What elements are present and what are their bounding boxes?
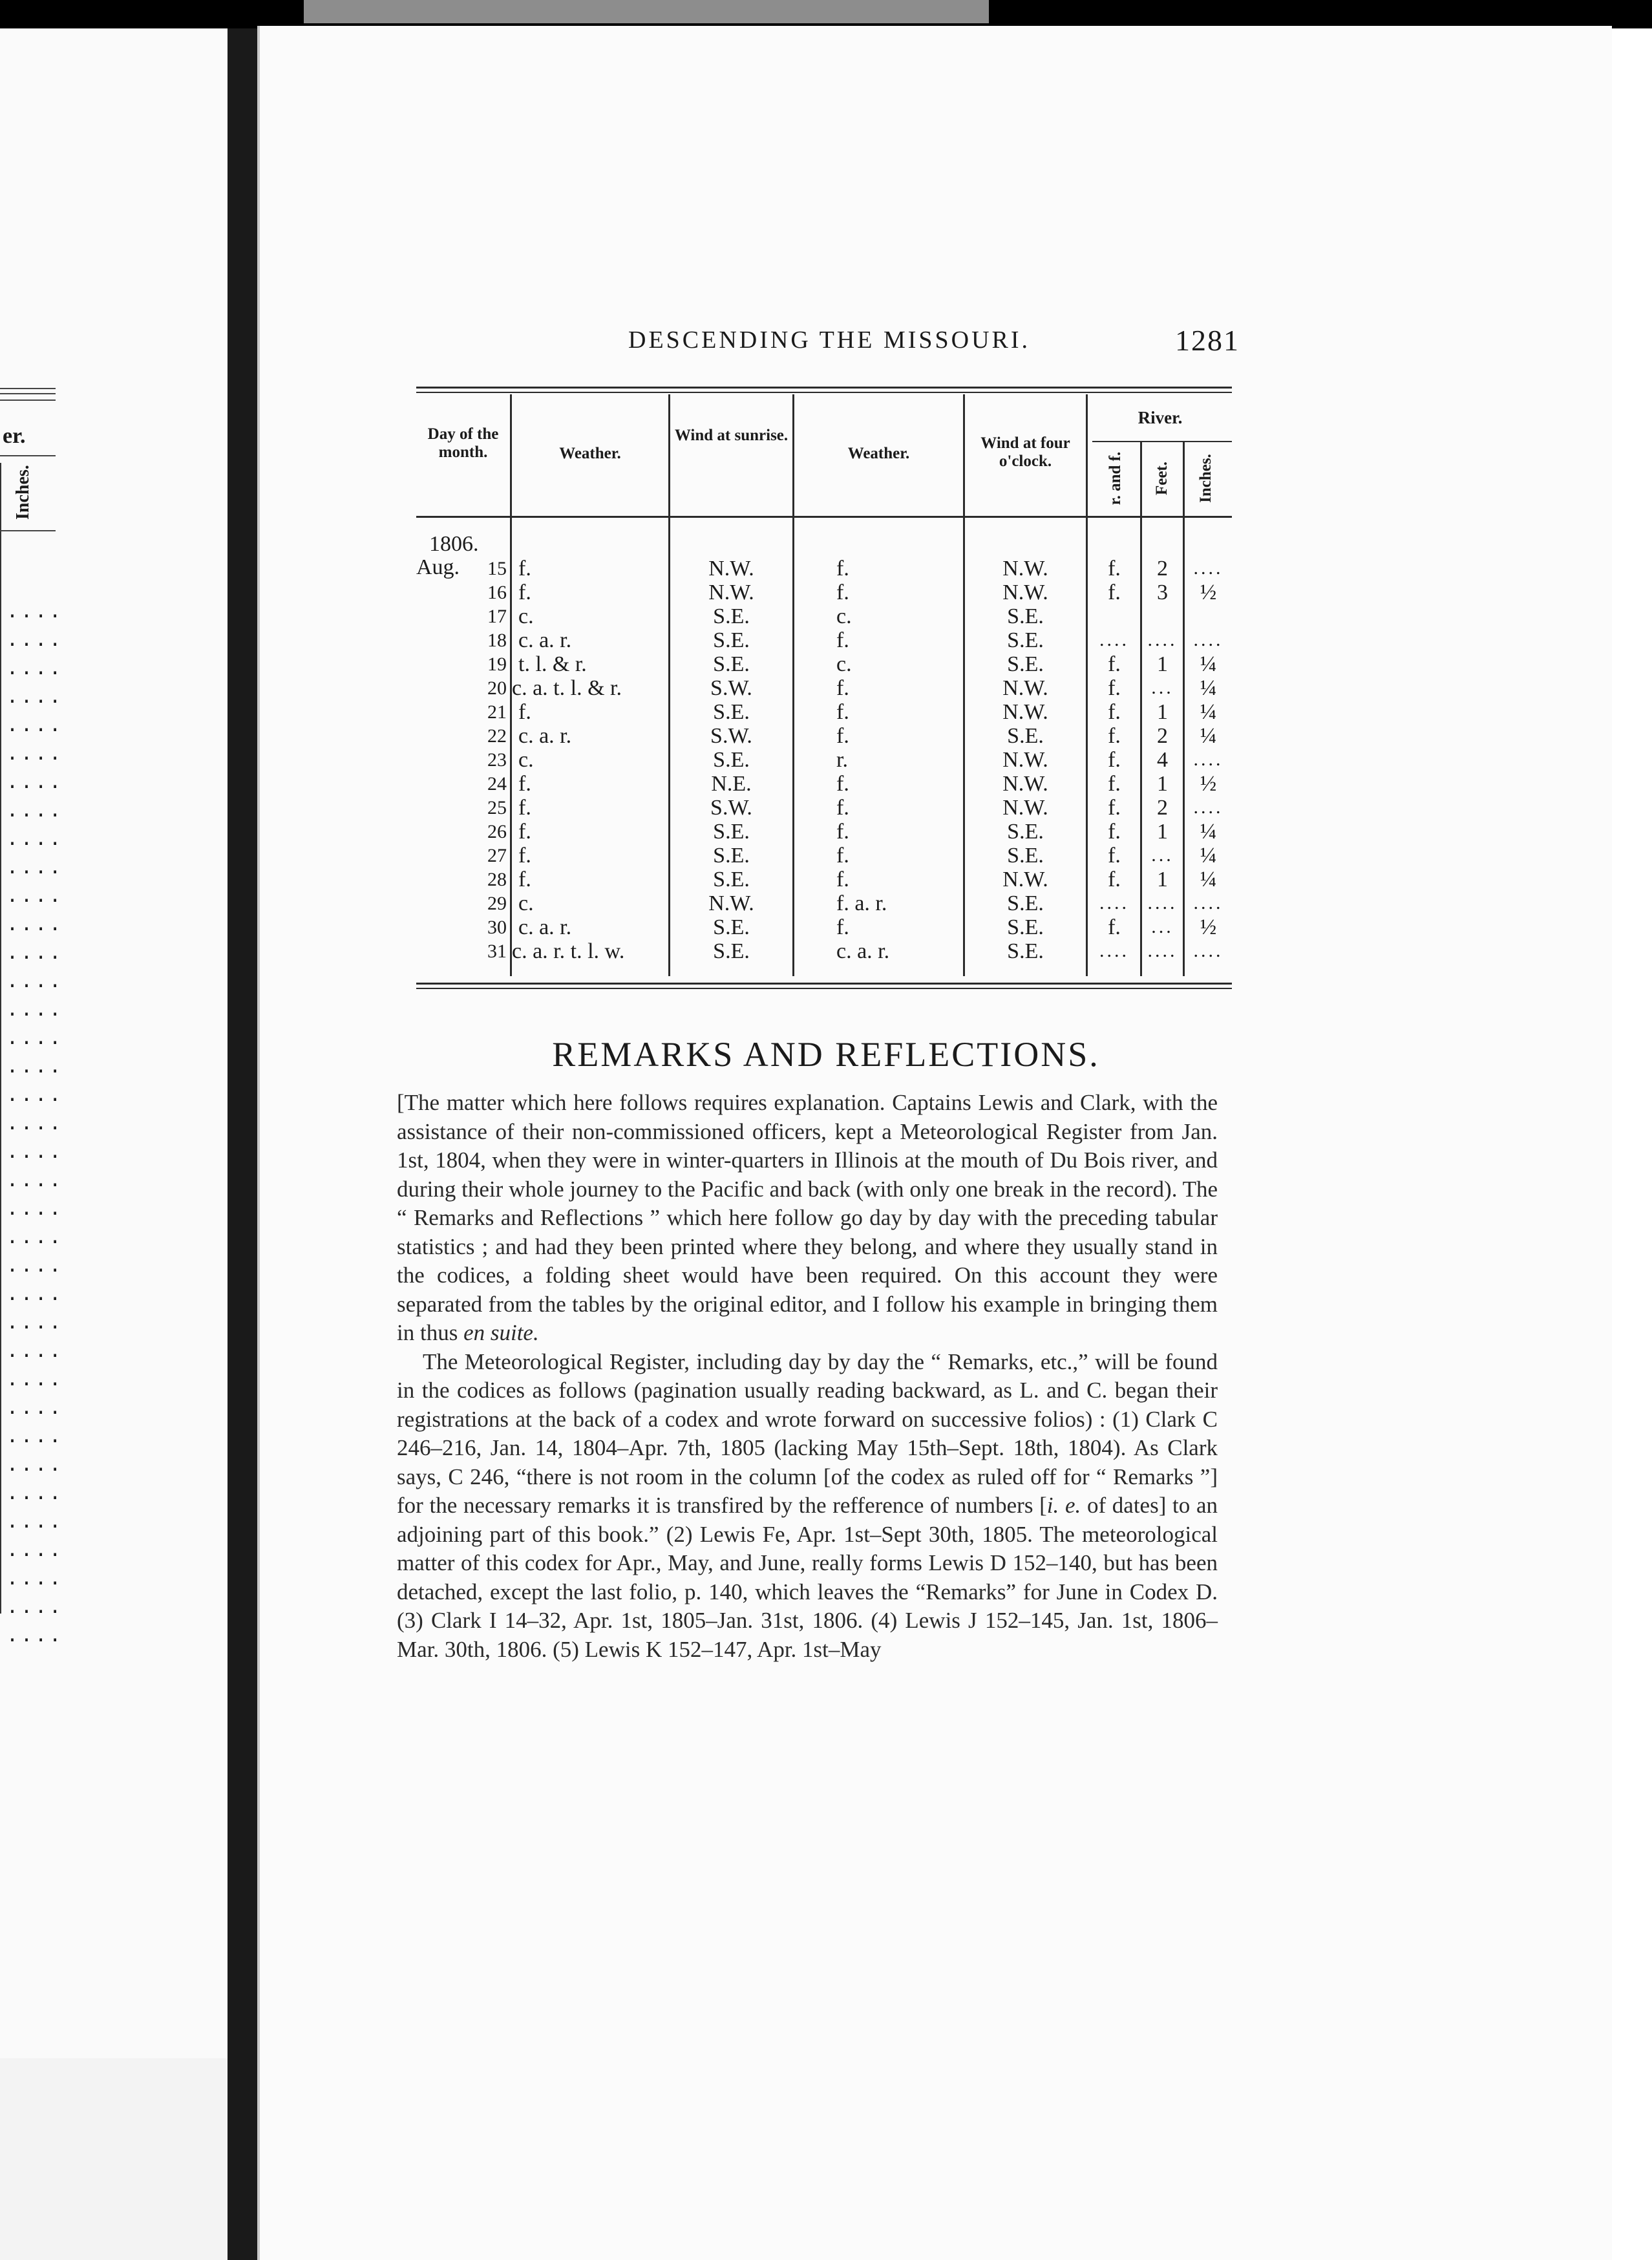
cell-river-rf: f.: [1108, 748, 1121, 772]
cell-river-feet: 1: [1157, 652, 1168, 676]
header-river-rf: r. and f.: [1107, 451, 1124, 506]
cell-river-rf: f.: [1108, 652, 1121, 676]
cell-river-inches: ½: [1200, 915, 1217, 939]
cell-river-rf: f.: [1108, 915, 1121, 939]
cell-river-feet: ....: [1147, 892, 1178, 913]
cell-river-inches: ¼: [1200, 652, 1217, 676]
cell-river-rf: f.: [1108, 772, 1121, 796]
cell-river-feet: 3: [1157, 581, 1168, 604]
left-page-header-fragment: er.: [3, 424, 26, 448]
cell-river-feet: 1: [1157, 820, 1168, 844]
cell-day: 16: [487, 582, 507, 603]
cell-weather-sunrise: c. a. r. t. l. w.: [512, 939, 625, 963]
cell-wind-four: S.E.: [1007, 628, 1044, 652]
cell-weather-sunrise: f.: [518, 796, 531, 820]
header-river-inches: Inches.: [1197, 454, 1214, 503]
cell-wind-sunrise: S.E.: [713, 700, 750, 724]
cell-weather-four: r.: [836, 748, 848, 772]
section-title-text: REMARKS AND REFLECTIONS.: [552, 1035, 1100, 1074]
cell-river-inches: ....: [1193, 796, 1223, 818]
cell-wind-four: N.W.: [1002, 700, 1048, 724]
cell-river-inches: ¼: [1200, 820, 1217, 844]
left-page-rule: [0, 388, 56, 389]
cell-wind-sunrise: S.E.: [713, 604, 750, 628]
cell-wind-four: N.W.: [1002, 748, 1048, 772]
cell-wind-sunrise: N.W.: [708, 557, 754, 581]
cell-weather-sunrise: f.: [518, 557, 531, 581]
river-subheader-rule: [1092, 441, 1232, 442]
cell-wind-sunrise: S.E.: [713, 820, 750, 844]
cell-wind-four: N.W.: [1002, 557, 1048, 581]
cell-weather-sunrise: f.: [518, 700, 531, 724]
cell-day: 30: [487, 917, 507, 938]
cell-weather-four: c.: [836, 652, 852, 676]
remarks-body: [397, 1089, 1218, 1664]
section-title: [0, 1034, 1652, 1074]
header-weather-sunrise: Weather.: [559, 445, 621, 462]
column-divider: [1086, 394, 1088, 976]
left-page-rule: [0, 393, 56, 394]
cell-wind-four: S.E.: [1007, 820, 1044, 844]
cell-wind-sunrise: N.W.: [708, 891, 754, 915]
cell-river-feet: ...: [1151, 916, 1174, 937]
remarks-paragraph-2: [397, 1348, 1218, 1665]
remarks-p2-text: The Meteorological Register, including day by day the “ Remarks, etc.,” will be found in the codices as follows (pagination usually reading backward, as L. and C. began their registrations at the back of a codex and wrote forward on successive folios) : (1) Clark C 246–216, Jan. 14, 1804–Apr. 7th, 1805 (lacking May 15th–Sept. 18th, 1804). As Clark says, C 246, “there is not room in the column [of the codex as ruled off for “ Remarks ”] for the necessary remarks it is transfired by the refference of numbers [: [397, 1349, 1218, 1518]
cell-river-rf: f.: [1108, 724, 1121, 748]
header-wind-sunrise: Wind at sunrise.: [674, 427, 789, 444]
cell-day: 15: [487, 558, 507, 579]
cell-weather-four: f.: [836, 868, 849, 891]
cell-weather-sunrise: f.: [518, 868, 531, 891]
cell-wind-sunrise: S.E.: [713, 748, 750, 772]
cell-weather-four: f. a. r.: [836, 891, 887, 915]
cell-day: 17: [487, 606, 507, 627]
table-top-rule: [416, 387, 1232, 389]
cell-wind-sunrise: S.E.: [713, 915, 750, 939]
cell-weather-four: f.: [836, 700, 849, 724]
cell-wind-four: N.W.: [1002, 676, 1048, 700]
cell-river-inches: ¼: [1200, 844, 1217, 868]
scan-top-gray-strip: [304, 0, 989, 23]
left-page-rule: [0, 455, 56, 456]
cell-river-inches: ....: [1193, 940, 1223, 961]
cell-river-feet: 4: [1157, 748, 1168, 772]
cell-day: 22: [487, 725, 507, 747]
cell-river-feet: 1: [1157, 700, 1168, 724]
cell-wind-sunrise: N.W.: [708, 581, 754, 604]
cell-river-rf: f.: [1108, 844, 1121, 868]
cell-weather-four: c. a. r.: [836, 939, 890, 963]
header-wind-four: Wind at four o'clock.: [980, 434, 1070, 470]
cell-river-inches: ¼: [1200, 676, 1217, 700]
remarks-p1-italic: en suite.: [463, 1320, 539, 1345]
cell-day: 25: [487, 797, 507, 818]
table-bottom-rule: [416, 988, 1232, 989]
cell-wind-four: S.E.: [1007, 891, 1044, 915]
cell-day: 29: [487, 893, 507, 914]
cell-river-rf: f.: [1108, 557, 1121, 581]
cell-river-rf: ....: [1099, 892, 1129, 913]
table-year: 1806.: [429, 532, 479, 556]
cell-river-feet: 2: [1157, 724, 1168, 748]
table-bottom-rule: [416, 983, 1232, 985]
cell-wind-four: S.E.: [1007, 939, 1044, 963]
cell-river-feet: ....: [1147, 629, 1178, 650]
table-month: Aug.: [416, 555, 460, 579]
remarks-p2-text-cont: of dates] to an adjoining part of this book.” (2) Lewis Fe, Apr. 1st–Sept 30th, 1805. The meteorological matter of this codex for Apr., May, and June, really forms Lewis D 152–140, but has been detached, except the last folio, p. 140, which leaves the “Remarks” for June in Codex D. (3) Clark I 14–32, Apr. 1st, 1805–Jan. 31st, 1806. (4) Lewis J 152–145, Jan. 1st, 1806–Mar. 30th, 1806. (5) Lewis K 152–147, Apr. 1st–May: [397, 1493, 1218, 1662]
remarks-paragraph-1: [397, 1089, 1218, 1348]
page-number: 1281: [1175, 324, 1240, 357]
cell-river-inches: ....: [1193, 557, 1223, 579]
cell-weather-four: f.: [836, 724, 849, 748]
cell-weather-sunrise: f.: [518, 820, 531, 844]
cell-wind-four: N.W.: [1002, 772, 1048, 796]
cell-wind-four: S.E.: [1007, 844, 1044, 868]
cell-day: 31: [487, 941, 507, 962]
cell-river-rf: f.: [1108, 581, 1121, 604]
cell-weather-four: f.: [836, 772, 849, 796]
left-page-rule: [0, 530, 56, 531]
header-weather-four: Weather.: [847, 445, 910, 462]
cell-wind-four: S.E.: [1007, 604, 1044, 628]
cell-weather-sunrise: c. a. t. l. & r.: [512, 676, 622, 700]
header-river-feet: Feet.: [1153, 461, 1170, 496]
cell-wind-sunrise: S.W.: [710, 724, 752, 748]
cell-river-rf: f.: [1108, 700, 1121, 724]
left-page-dot-leaders: .... .... .... .... .... .... .... .... .... .... .... .... .... .... .... .... .... .... .... .... .... .... .... .... .... .... .... .... .... .... .... .... .... .... .... .... ....: [6, 600, 64, 1647]
cell-day: 21: [487, 701, 507, 723]
cell-wind-four: S.E.: [1007, 915, 1044, 939]
cell-wind-sunrise: N.E.: [711, 772, 752, 796]
cell-wind-sunrise: S.W.: [710, 796, 752, 820]
cell-weather-four: f.: [836, 581, 849, 604]
table-top-rule: [416, 392, 1232, 393]
cell-wind-four: S.E.: [1007, 724, 1044, 748]
cell-river-rf: ....: [1099, 629, 1129, 650]
cell-wind-sunrise: S.E.: [713, 939, 750, 963]
cell-weather-four: c.: [836, 604, 852, 628]
cell-weather-sunrise: f.: [518, 772, 531, 796]
cell-wind-sunrise: S.E.: [713, 868, 750, 891]
cell-river-inches: ¼: [1200, 700, 1217, 724]
cell-day: 18: [487, 630, 507, 651]
left-page-rule: [0, 400, 56, 401]
cell-weather-sunrise: f.: [518, 844, 531, 868]
remarks-p1-text: [The matter which here follows requires explanation. Captains Lewis and Clark, with the assistance of their non-commissioned officers, kept a Meteorological Register from Jan. 1st, 1804, when they were in winter-quarters in Illinois at the mouth of Du Bois river, and during their whole journey to the Pacific and back (with only one break in the record). The “ Remarks and Reflections ” which here follow go day by day with the preceding tabular statistics ; and had they been printed where they belong, and where they usually stand in the codices, a folding sheet would have been required. On this account they were separated from the tables by the original editor, and I follow his example in bringing them in thus: [397, 1090, 1218, 1345]
cell-river-inches: ....: [1193, 629, 1223, 650]
cell-day: 20: [487, 677, 507, 699]
cell-river-inches: ....: [1193, 892, 1223, 913]
cell-day: 28: [487, 869, 507, 890]
cell-river-inches: ¼: [1200, 868, 1217, 891]
cell-river-rf: f.: [1108, 820, 1121, 844]
cell-wind-four: N.W.: [1002, 796, 1048, 820]
table-header-rule: [416, 516, 1232, 518]
cell-wind-four: N.W.: [1002, 868, 1048, 891]
cell-weather-sunrise: c. a. r.: [518, 915, 572, 939]
cell-weather-sunrise: c.: [518, 891, 534, 915]
cell-wind-four: N.W.: [1002, 581, 1048, 604]
cell-wind-sunrise: S.E.: [713, 628, 750, 652]
cell-river-feet: 1: [1157, 868, 1168, 891]
remarks-p2-italic: i. e.: [1046, 1493, 1081, 1518]
cell-day: 23: [487, 749, 507, 771]
cell-river-rf: f.: [1108, 868, 1121, 891]
cell-weather-sunrise: t. l. & r.: [518, 652, 587, 676]
cell-weather-four: f.: [836, 844, 849, 868]
cell-river-inches: ....: [1193, 749, 1223, 770]
cell-river-feet: ...: [1151, 677, 1174, 698]
running-title: DESCENDING THE MISSOURI.: [628, 326, 1031, 354]
cell-wind-sunrise: S.E.: [713, 652, 750, 676]
cell-weather-four: f.: [836, 557, 849, 581]
cell-river-rf: f.: [1108, 676, 1121, 700]
cell-river-feet: 1: [1157, 772, 1168, 796]
cell-day: 19: [487, 654, 507, 675]
cell-weather-four: f.: [836, 820, 849, 844]
cell-wind-four: S.E.: [1007, 652, 1044, 676]
cell-river-inches: ½: [1200, 581, 1217, 604]
cell-weather-sunrise: c.: [518, 748, 534, 772]
cell-river-rf: ....: [1099, 940, 1129, 961]
cell-wind-sunrise: S.E.: [713, 844, 750, 868]
cell-river-inches: ¼: [1200, 724, 1217, 748]
cell-weather-sunrise: f.: [518, 581, 531, 604]
header-day: Day of the month.: [427, 425, 499, 461]
column-divider: [792, 394, 794, 976]
cell-river-feet: 2: [1157, 796, 1168, 820]
cell-wind-sunrise: S.W.: [710, 676, 752, 700]
header-river: River.: [1138, 408, 1183, 427]
cell-river-feet: ....: [1147, 940, 1178, 961]
cell-weather-four: f.: [836, 915, 849, 939]
cell-weather-four: f.: [836, 676, 849, 700]
left-page-inches-label: Inches.: [13, 465, 33, 520]
cell-weather-four: f.: [836, 628, 849, 652]
meteorological-table: [416, 387, 1232, 990]
cell-day: 26: [487, 821, 507, 842]
cell-river-feet: ...: [1151, 844, 1174, 866]
cell-weather-sunrise: c. a. r.: [518, 724, 572, 748]
cell-weather-four: f.: [836, 796, 849, 820]
cell-weather-sunrise: c.: [518, 604, 534, 628]
cell-river-rf: f.: [1108, 796, 1121, 820]
cell-day: 24: [487, 773, 507, 794]
book-spine-gutter: [228, 28, 257, 2260]
cell-river-inches: ½: [1200, 772, 1217, 796]
cell-weather-sunrise: c. a. r.: [518, 628, 572, 652]
cell-river-feet: 2: [1157, 557, 1168, 581]
cell-day: 27: [487, 845, 507, 866]
